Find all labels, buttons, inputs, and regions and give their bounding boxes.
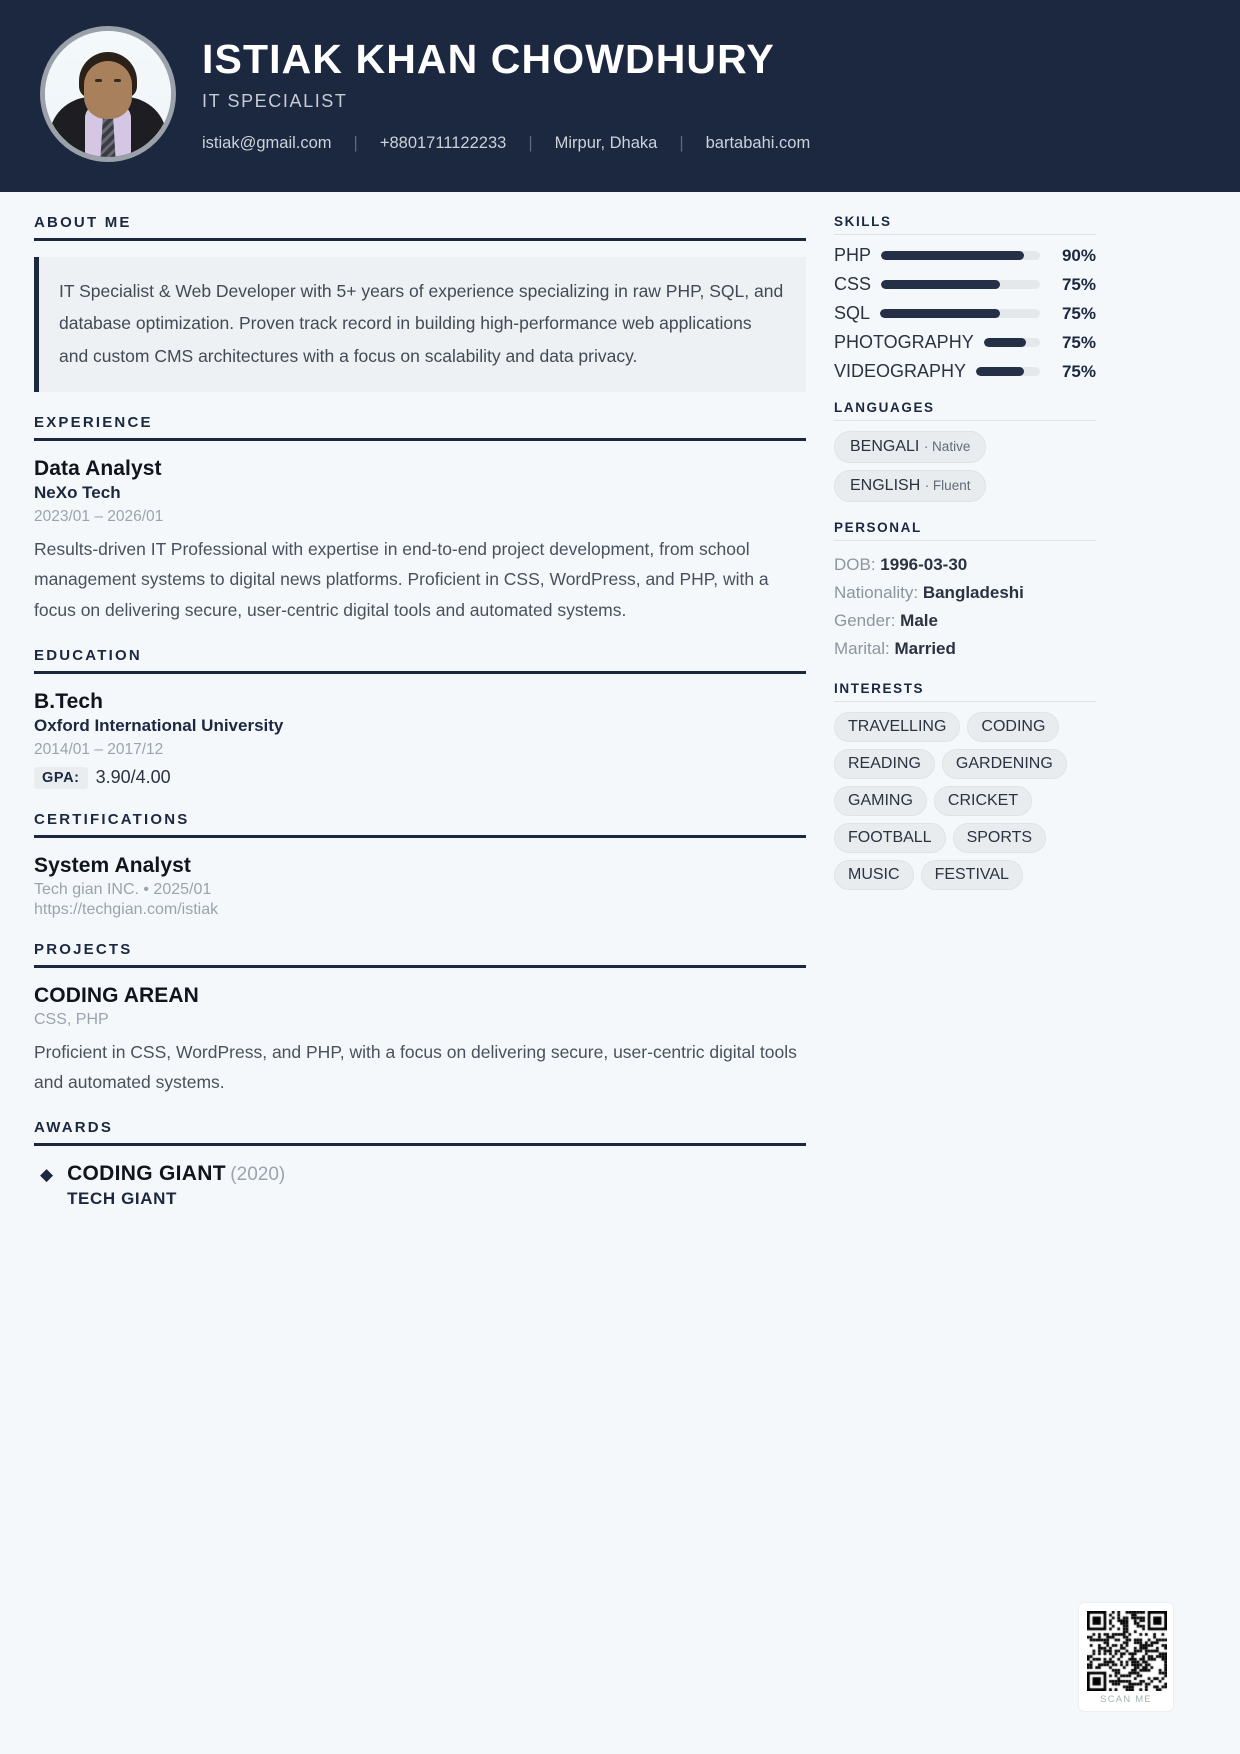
certification-title: System Analyst: [34, 853, 192, 877]
award-item: [34, 1162, 806, 1209]
skill-progress-track: [880, 309, 1040, 318]
contact-location: Mirpur, Dhaka: [554, 134, 658, 153]
skill-progress-track: [881, 251, 1040, 260]
section-heading-personal: PERSONAL: [834, 520, 922, 535]
contact-separator: |: [679, 134, 684, 153]
about-text: IT Specialist & Web Developer with 5+ years of experience specializing in raw PHP, SQL, and database optimization. Proven track record in building high-performance web applications and custom CMS architectures with a focus on scalability and data privacy.: [34, 257, 806, 392]
gpa-value: 3.90/4.00: [95, 767, 171, 788]
skill-progress-fill: [984, 338, 1026, 347]
language-chip: [834, 431, 986, 463]
contact-phone[interactable]: +8801711122233: [379, 134, 507, 153]
skill-row: [834, 274, 1096, 295]
personal-value: 1996-03-30: [880, 555, 968, 574]
section-about-me: [34, 214, 806, 392]
section-experience: [34, 414, 806, 625]
job-role: IT SPECIALIST: [202, 91, 348, 112]
interest-chip: SPORTS: [953, 823, 1047, 853]
main-column: [34, 214, 824, 1231]
skill-row: [834, 332, 1096, 353]
page-title: ISTIAK KHAN CHOWDHURY: [202, 36, 775, 82]
certification-meta: Tech gian INC. • 2025/01: [34, 880, 212, 898]
skills-list: [834, 245, 1096, 382]
experience-company: NeXo Tech: [34, 483, 121, 503]
experience-title: Data Analyst: [34, 457, 162, 481]
interest-chip: MUSIC: [834, 860, 914, 890]
skill-name: VIDEOGRAPHY: [834, 361, 967, 381]
personal-row: [834, 607, 1096, 635]
section-heading-experience: EXPERIENCE: [34, 414, 153, 432]
skill-name: CSS: [834, 274, 872, 294]
section-divider: [34, 1143, 806, 1146]
section-awards: [34, 1119, 806, 1209]
interest-chip: READING: [834, 749, 935, 779]
personal-row: [834, 635, 1096, 663]
project-description: Proficient in CSS, WordPress, and PHP, with a focus on delivering secure, user-centric digital tools and automated systems.: [34, 1041, 797, 1093]
interest-chip: CODING: [967, 712, 1059, 742]
personal-row: [834, 579, 1096, 607]
personal-label: Nationality:: [834, 582, 923, 602]
experience-date: 2023/01 – 2026/01: [34, 508, 164, 526]
section-projects: [34, 941, 806, 1098]
contact-website[interactable]: bartabahi.com: [705, 134, 811, 153]
skill-percent: 75%: [1061, 332, 1096, 352]
interest-chip: FESTIVAL: [921, 860, 1023, 890]
section-divider: [34, 671, 806, 674]
certification-item: [34, 854, 806, 919]
skill-progress-fill: [880, 309, 1000, 318]
section-divider: [834, 420, 1096, 421]
award-name: CODING GIANT: [67, 1162, 226, 1186]
personal-list: [834, 551, 1096, 663]
section-heading-education: EDUCATION: [34, 646, 142, 664]
interest-chip: CRICKET: [934, 786, 1032, 816]
section-divider: [834, 701, 1096, 702]
side-column: [824, 214, 1096, 1231]
section-heading-awards: AWARDS: [34, 1119, 114, 1137]
interest-chip: FOOTBALL: [834, 823, 946, 853]
section-divider: [834, 540, 1096, 541]
interest-chip: GARDENING: [942, 749, 1067, 779]
gpa-label: GPA:: [34, 767, 88, 789]
award-issuer: TECH GIANT: [67, 1189, 177, 1209]
skill-percent: 90%: [1061, 245, 1096, 265]
language-name: ENGLISH: [850, 477, 925, 494]
section-divider: [34, 835, 806, 838]
interest-chip: GAMING: [834, 786, 927, 816]
section-heading-interests: INTERESTS: [834, 680, 925, 696]
skill-row: [834, 361, 1096, 382]
contact-row: [202, 134, 810, 153]
skill-row: [834, 303, 1096, 324]
avatar-photo: [45, 31, 171, 157]
skill-name: PHOTOGRAPHY: [834, 332, 974, 352]
experience-item: [34, 457, 806, 625]
skill-row: [834, 245, 1096, 266]
award-title-row: [67, 1162, 285, 1186]
skill-progress-track: [984, 338, 1040, 347]
section-divider: [34, 965, 806, 968]
section-personal: [834, 520, 1096, 663]
skill-progress-track: [881, 280, 1040, 289]
contact-email[interactable]: istiak@gmail.com: [202, 134, 332, 153]
section-divider: [834, 234, 1096, 235]
language-chip: [834, 470, 986, 502]
skill-percent: 75%: [1061, 361, 1096, 381]
interest-chip: TRAVELLING: [834, 712, 960, 742]
personal-label: DOB:: [834, 555, 881, 574]
skill-progress-fill: [881, 251, 1024, 260]
header-text-block: [202, 22, 810, 153]
contact-separator: |: [528, 134, 533, 153]
resume-body: [0, 192, 1240, 1231]
contact-separator: |: [353, 134, 358, 153]
section-heading-certifications: CERTIFICATIONS: [34, 810, 190, 828]
award-text-block: [67, 1162, 285, 1209]
section-divider: [34, 238, 806, 241]
language-level: · Native: [923, 439, 971, 454]
education-school: Oxford International University: [34, 715, 284, 735]
personal-value: Male: [900, 610, 938, 630]
section-divider: [34, 438, 806, 441]
interests-list: [834, 712, 1096, 890]
award-year: (2020): [230, 1164, 286, 1186]
language-level: · Fluent: [924, 478, 971, 493]
section-skills: [834, 214, 1096, 382]
personal-label: Marital:: [834, 638, 895, 658]
resume-header: [0, 0, 1240, 192]
section-heading-about: ABOUT ME: [34, 214, 132, 231]
avatar: [40, 26, 176, 162]
section-education: [34, 647, 806, 789]
personal-value: Married: [894, 638, 956, 658]
personal-row: [834, 551, 1096, 579]
education-gpa-row: [34, 767, 806, 789]
skill-progress-fill: [976, 367, 1024, 376]
skill-progress-track: [976, 367, 1040, 376]
skill-percent: 75%: [1061, 303, 1096, 323]
section-interests: [834, 681, 1096, 890]
skill-percent: 75%: [1061, 274, 1096, 294]
education-date: 2014/01 – 2017/12: [34, 740, 164, 758]
project-tech: CSS, PHP: [34, 1010, 109, 1028]
experience-description: Results-driven IT Professional with expertise in end-to-end project development, from school management systems to digital news platforms. Proficient in CSS, WordPress, and PHP, with a focus on delivering secure, user-centric digital tools and automated systems.: [34, 539, 769, 620]
qr-label: SCAN ME: [1100, 1694, 1152, 1705]
section-heading-languages: LANGUAGES: [834, 400, 935, 415]
section-certifications: [34, 811, 806, 919]
personal-value: Bangladeshi: [922, 582, 1024, 602]
skill-name: PHP: [834, 245, 872, 265]
project-item: [34, 984, 806, 1098]
language-name: BENGALI: [850, 438, 924, 455]
personal-label: Gender:: [834, 610, 901, 630]
qr-code-card[interactable]: [1078, 1602, 1174, 1712]
qr-code-icon: [1087, 1611, 1167, 1691]
diamond-bullet-icon: ◆: [40, 1165, 54, 1185]
certification-link[interactable]: https://techgian.com/istiak: [34, 900, 219, 918]
section-heading-skills: SKILLS: [834, 214, 892, 229]
education-degree: B.Tech: [34, 689, 104, 713]
project-title: CODING AREAN: [34, 983, 199, 1007]
languages-list: [834, 431, 1096, 502]
education-item: [34, 690, 806, 789]
section-languages: [834, 400, 1096, 502]
skill-progress-fill: [881, 280, 1000, 289]
skill-name: SQL: [834, 303, 871, 323]
section-heading-projects: PROJECTS: [34, 940, 133, 958]
